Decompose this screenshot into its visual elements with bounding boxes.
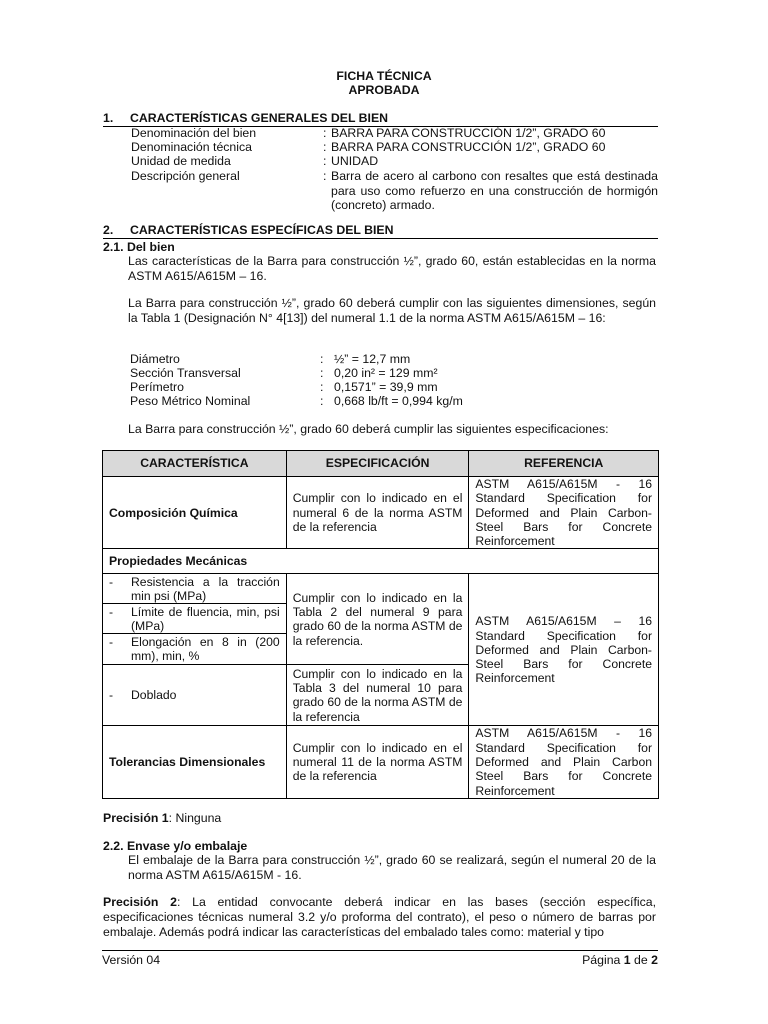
table-row xyxy=(103,477,659,549)
document-title: FICHA TÉCNICA xyxy=(336,69,432,83)
colon: : xyxy=(323,169,327,183)
colon: : xyxy=(320,352,324,366)
general-value: UNIDAD xyxy=(331,154,379,168)
general-label: Descripción general xyxy=(131,169,240,183)
cell-doblado-label xyxy=(103,665,287,726)
table-row xyxy=(103,574,659,604)
subsection-title: Envase y/o embalaje xyxy=(126,839,248,853)
table-row xyxy=(103,726,659,798)
subsection-title: Del bien xyxy=(126,240,175,254)
table-header-caracteristica: CARACTERÍSTICA xyxy=(103,451,287,477)
cell-composicion-spec: Cumplir con lo indicado en el numeral 6 de la norma ASTM de la referencia xyxy=(286,477,469,549)
subsection-number: 2.2. xyxy=(103,839,124,853)
section-1-title: CARACTERÍSTICAS GENERALES DEL BIEN xyxy=(130,111,389,125)
section-2-number: 2. xyxy=(103,223,114,237)
paragraph-especificaciones: La Barra para construcción ½”, grado 60 deberá cumplir las siguientes especificaciones: xyxy=(128,422,609,436)
bullet-dash: - xyxy=(109,688,114,703)
cell-composicion-ref: ASTM A615/A615M - 16 Standard Specification for Deformed and Plain Carbon-Steel Bars for Concrete Reinforcement xyxy=(469,477,659,549)
page-total: 2 xyxy=(651,953,658,967)
colon: : xyxy=(320,394,324,408)
cell-mecanica-item xyxy=(103,604,287,634)
page-footer xyxy=(102,950,658,967)
paragraph-dimensiones: La Barra para construcción ½”, grado 60 deberá cumplir con las siguientes dimensiones, según la Tabla 1 (Designación N° 4[13]) del numeral 1.1 de la norma ASTM A615/A615M – 16: xyxy=(128,296,656,325)
cell-mecanica-item xyxy=(103,574,287,604)
general-value: BARRA PARA CONSTRUCCIÓN 1/2”, GRADO 60 xyxy=(331,140,606,154)
mecanica-item-text: Resistencia a la tracción min psi (MPa) xyxy=(131,574,280,603)
general-value: BARRA PARA CONSTRUCCIÓN 1/2”, GRADO 60 xyxy=(331,126,606,140)
colon: : xyxy=(323,126,327,140)
precision-2 xyxy=(103,895,656,939)
paragraph-embalaje: El embalaje de la Barra para construcción ½”, grado 60 se realizará, según el numeral 20 de la norma ASTM A615/A615M - 16. xyxy=(128,853,656,882)
bullet-dash: - xyxy=(109,574,114,589)
cell-doblado-spec: Cumplir con lo indicado en la Tabla 3 del numeral 10 para grado 60 de la norma ASTM de la referencia xyxy=(286,665,469,726)
cell-composicion-label: Composición Química xyxy=(103,477,287,549)
dimension-label: Sección Transversal xyxy=(130,366,241,380)
precision-2-label: Precisión 2 xyxy=(103,895,177,909)
table-header-referencia: REFERENCIA xyxy=(469,451,659,477)
section-1-heading xyxy=(103,111,658,127)
cell-mecanicas-ref: ASTM A615/A615M – 16 Standard Specification for Deformed and Plain Carbon-Steel Bars for Concrete Reinforcement xyxy=(469,574,659,726)
version-label: Versión 04 xyxy=(102,953,161,967)
bullet-dash: - xyxy=(109,604,114,619)
subsection-2-1-heading xyxy=(103,240,175,254)
section-2-title: CARACTERÍSTICAS ESPECÍFICAS DEL BIEN xyxy=(130,223,394,237)
dimension-value: ½” = 12,7 mm xyxy=(334,352,411,366)
colon: : xyxy=(323,154,327,168)
colon: : xyxy=(323,140,327,154)
cell-mecanica-item xyxy=(103,634,287,665)
mecanica-item-text: Límite de fluencia, min, psi (MPa) xyxy=(131,604,280,633)
precision-1-label: Precisión 1 xyxy=(103,811,169,825)
page-prefix: Página xyxy=(582,953,624,967)
cell-tolerancias-spec: Cumplir con lo indicado en el numeral 11 de la norma ASTM de la referencia xyxy=(286,726,469,798)
general-label: Denominación técnica xyxy=(131,140,252,154)
table-header-row xyxy=(103,451,659,477)
dimension-value: 0,20 in² = 129 mm² xyxy=(334,366,438,380)
dimension-value: 0,668 lb/ft = 0,994 kg/m xyxy=(334,394,463,408)
dimension-label: Perímetro xyxy=(130,380,184,394)
precision-2-text: : La entidad convocante deberá indicar en las bases (sección específica, especificaciones técnicas numeral 3.2 y/o proforma del contrato), el peso o número de barras por embalaje. Además podrá indicar las características del embalado tales como: material y tipo xyxy=(103,895,657,939)
subsection-number: 2.1. xyxy=(103,240,124,254)
colon: : xyxy=(320,380,324,394)
precision-1-text: : Ninguna xyxy=(168,811,222,825)
dimension-label: Peso Métrico Nominal xyxy=(130,394,251,408)
general-value: Barra de acero al carbono con resaltes que está destinada para uso como refuerzo en una construcción de hormigón (concreto) armado. xyxy=(331,169,658,212)
general-label: Denominación del bien xyxy=(131,126,257,140)
cell-mecanicas-spec: Cumplir con lo indicado en la Tabla 2 del numeral 9 para grado 60 de la norma ASTM de la referencia. xyxy=(286,574,469,665)
dimension-value: 0,1571” = 39,9 mm xyxy=(334,380,438,394)
section-1-number: 1. xyxy=(103,111,114,125)
subsection-2-2-heading xyxy=(103,839,247,853)
section-2-heading xyxy=(103,223,658,239)
bullet-dash: - xyxy=(109,635,114,650)
document-subtitle: APROBADA xyxy=(348,83,420,97)
cell-tolerancias-ref: ASTM A615/A615M - 16 Standard Specification for Deformed and Plain Carbon Steel Bars for Concrete Reinforcement xyxy=(469,726,659,798)
precision-1 xyxy=(103,811,656,826)
mecanica-item-text: Elongación en 8 in (200 mm), min, % xyxy=(131,635,280,664)
cell-mecanicas-title: Propiedades Mecánicas xyxy=(103,549,659,574)
specifications-table xyxy=(102,450,659,799)
page-current: 1 xyxy=(623,953,631,967)
page-indicator xyxy=(582,953,658,967)
cell-tolerancias-label: Tolerancias Dimensionales xyxy=(103,726,287,798)
table-header-especificacion: ESPECIFICACIÓN xyxy=(286,451,469,477)
paragraph-norma: Las características de la Barra para construcción ½”, grado 60, están establecidas en la norma ASTM A615/A615M – 16. xyxy=(128,254,656,283)
dimension-label: Diámetro xyxy=(130,352,180,366)
page-of: de xyxy=(630,953,652,967)
table-row xyxy=(103,549,659,574)
doblado-text: Doblado xyxy=(131,688,177,703)
general-label: Unidad de medida xyxy=(131,154,231,168)
colon: : xyxy=(320,366,324,380)
